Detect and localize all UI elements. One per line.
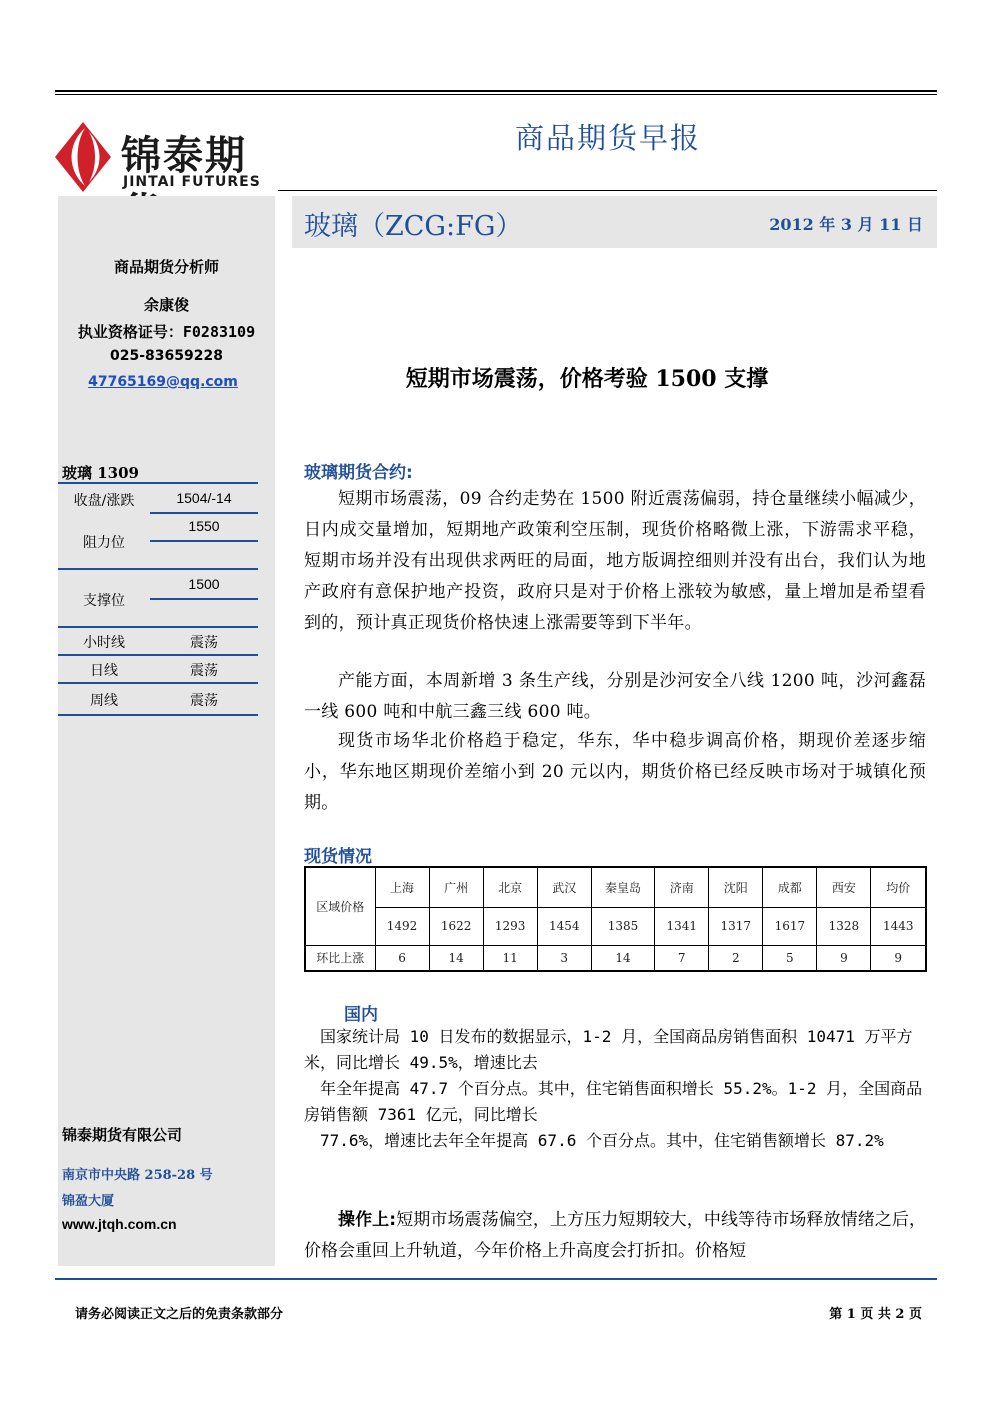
company-name: 锦泰期货有限公司: [62, 1126, 183, 1144]
change-cell: 9: [817, 945, 871, 971]
change-cell: 9: [871, 945, 926, 971]
indicator-label: 收盘/涨跌: [73, 493, 135, 509]
analyst-role: 商品期货分析师: [113, 258, 219, 276]
change-cell: 2: [709, 945, 763, 971]
analyst-phone: 025-83659228: [110, 348, 223, 364]
operation-label: 操作上:: [338, 1210, 397, 1230]
product-title: 玻璃（ZCG:FG）: [304, 211, 523, 242]
price-cell: 1328: [817, 907, 871, 945]
region-cell: 北京: [483, 867, 537, 907]
change-cell: 14: [429, 945, 483, 971]
row-rule: [150, 598, 258, 600]
section-title-spot: 现货情况: [304, 847, 372, 867]
region-cell: 沈阳: [709, 867, 763, 907]
region-cell: 成都: [763, 867, 817, 907]
operation-advice: [304, 1205, 926, 1267]
analyst-email-link[interactable]: 47765169@qq.com: [88, 374, 238, 390]
table-row-changes: [305, 945, 926, 971]
indicator-label: 阻力位: [83, 535, 125, 551]
logo-english-text: JINTAI FUTURES: [123, 174, 261, 190]
indicator-value: 1550: [188, 518, 220, 534]
product-band: [292, 196, 937, 248]
indicator-label: 周线: [90, 693, 118, 709]
domestic-paragraph-1: 国家统计局 10 日发布的数据显示，1-2 月，全国商品房销售面积 10471 万平方米，同比增长 49.5%，增速比去: [304, 1027, 913, 1072]
indicator-label: 日线: [90, 663, 118, 679]
page-number: 第 1 页 共 2 页: [829, 1307, 922, 1322]
paragraph-spot: 现货市场华北价格趋于稳定，华东，华中稳步调高价格，期现价差逐步缩小，华东地区期现价差缩小到 20 元以内，期货价格已经反映市场对于城镇化预期。: [304, 731, 926, 813]
price-cell: 1617: [763, 907, 817, 945]
indicator-value: 震荡: [190, 634, 218, 650]
paragraph-capacity: 产能方面，本周新增 3 条生产线，分别是沙河安全八线 1200 吨，沙河鑫磊一线 600 吨和中航三鑫三线 600 吨。: [304, 671, 926, 722]
report-title: 商品期货早报: [515, 121, 702, 155]
table-row-prices: [305, 907, 926, 945]
row-rule: [150, 512, 258, 514]
operation-text: 短期市场震荡偏空，上方压力短期较大，中线等待市场释放情绪之后，价格会重回上升轨道，今年价格上升高度会打折扣。价格短: [304, 1210, 926, 1261]
row-rule: [58, 682, 258, 684]
change-cell: 5: [763, 945, 817, 971]
logo-chinese-text: 锦泰期: [121, 133, 247, 179]
company-website-link[interactable]: www.jtqh.com.cn: [62, 1216, 177, 1232]
table-row-regions: [305, 867, 926, 907]
indicator-label: 小时线: [83, 635, 125, 651]
analyst-license: 执业资格证号：F0283109: [77, 323, 256, 341]
analyst-name: 余康俊: [143, 296, 189, 314]
change-cell: 6: [375, 945, 429, 971]
row-label-change: 环比上涨: [305, 945, 375, 971]
contract-rule: [58, 482, 258, 484]
indicator-value: 1504/-14: [176, 490, 232, 506]
region-cell: 秦皇岛: [591, 867, 654, 907]
indicator-label: 支撑位: [83, 593, 125, 609]
price-cell: 1341: [655, 907, 709, 945]
change-cell: 3: [537, 945, 591, 971]
change-cell: 7: [655, 945, 709, 971]
contract-name: 玻璃 1309: [62, 464, 139, 482]
report-date: 2012 年 3 月 11 日: [769, 215, 923, 234]
region-cell: 广州: [429, 867, 483, 907]
region-cell: 上海: [375, 867, 429, 907]
region-cell: 武汉: [537, 867, 591, 907]
top-thin-rule: [55, 94, 937, 95]
price-cell: 1443: [871, 907, 926, 945]
change-cell: 11: [483, 945, 537, 971]
domestic-paragraph-2: 年全年提高 47.7 个百分点。其中，住宅销售面积增长 55.2%。1-2 月，全国商品房销售额 7361 亿元，同比增长: [304, 1079, 923, 1124]
row-rule: [58, 626, 258, 628]
footer-rule: [55, 1278, 937, 1280]
row-rule: [58, 568, 258, 570]
company-address: 南京市中央路 258-28 号: [62, 1168, 213, 1183]
price-cell: 1454: [537, 907, 591, 945]
domestic-paragraph-3: 77.6%，增速比去年全年提高 67.6 个百分点。其中，住宅销售额增长 87.2%: [320, 1131, 884, 1150]
row-rule: [58, 714, 258, 716]
top-rule: [55, 90, 937, 92]
company-logo: [55, 118, 285, 196]
header-rule: [278, 190, 937, 191]
price-cell: 1492: [375, 907, 429, 945]
jintai-logo-icon: [55, 122, 111, 192]
footer-disclaimer: 请务必阅读正文之后的免责条款部分: [75, 1307, 284, 1322]
indicator-value: 震荡: [190, 662, 218, 678]
price-cell: 1385: [591, 907, 654, 945]
indicator-value: 震荡: [190, 692, 218, 708]
price-cell: 1317: [709, 907, 763, 945]
headline: 短期市场震荡，价格考验 1500 支撑: [405, 366, 769, 392]
region-cell: 西安: [817, 867, 871, 907]
price-cell: 1622: [429, 907, 483, 945]
indicator-value: 1500: [188, 576, 220, 592]
spot-price-table: [304, 866, 927, 972]
change-cell: 14: [591, 945, 654, 971]
paragraph-market: 短期市场震荡，09 合约走势在 1500 附近震荡偏弱，持仓量继续小幅减少，日内成交量增加，短期地产政策利空压制，现货价格略微上涨，下游需求平稳，短期市场并没有出现供求两旺的局面，地方版调控细则并没有出台，我们认为地产政府有意保护地产投资，政府只是对于价格上涨较为敏感，量上增加是希望看到的，预计真正现货价格快速上涨需要等到下半年。: [304, 489, 926, 633]
section-title-futures: 玻璃期货合约:: [304, 463, 413, 483]
region-cell: 均价: [871, 867, 926, 907]
region-cell: 济南: [655, 867, 709, 907]
row-rule: [150, 540, 258, 542]
row-rule: [58, 654, 258, 656]
section-title-domestic: 国内: [344, 1005, 378, 1025]
company-building: 锦盈大厦: [62, 1194, 115, 1209]
price-cell: 1293: [483, 907, 537, 945]
sidebar: [58, 196, 275, 1266]
row-label-price: 区域价格: [305, 867, 375, 945]
